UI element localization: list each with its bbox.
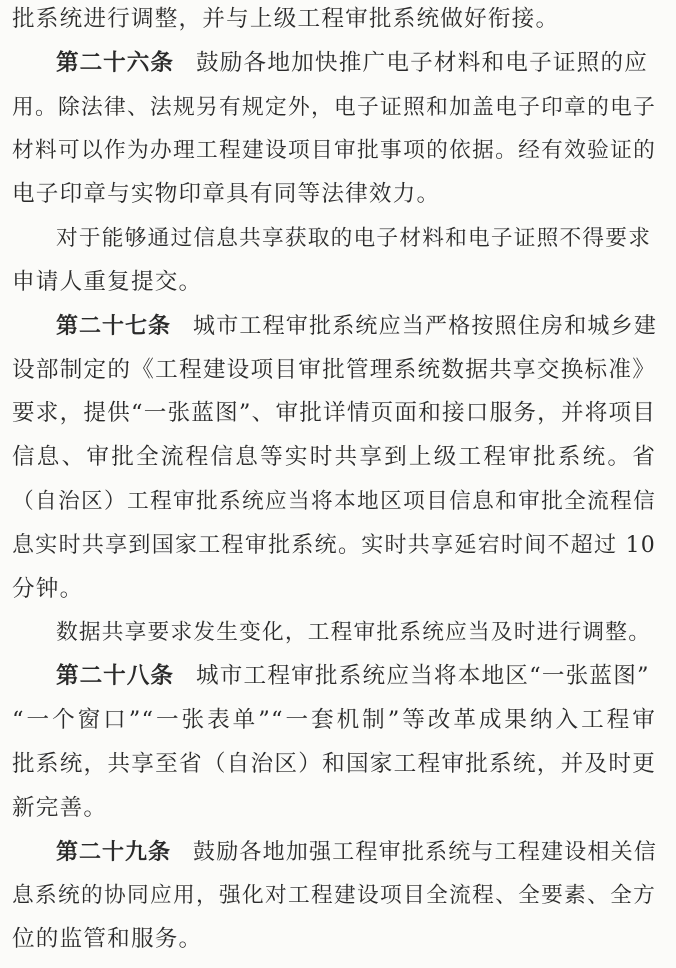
article-number: 第二十六条: [56, 49, 174, 76]
article-number: 第二十八条: [56, 663, 174, 690]
text-line: 批系统，共享至省（自治区）和国家工程审批系统，并及时更: [12, 750, 656, 777]
article-29-heading-line: 第二十九条 鼓励各地加强工程审批系统与工程建设相关信: [56, 839, 658, 865]
article-number: 第二十九条: [56, 839, 172, 865]
text-line: 位的监管和服务。: [12, 926, 203, 953]
text-line: 息实时共享到国家工程审批系统。实时共享延宕时间不超过 10: [12, 532, 656, 558]
text-line: （自治区）工程审批系统应当将本地区项目信息和审批全流程信: [12, 489, 656, 514]
article-26-heading-line: 第二十六条 鼓励各地加快推广电子材料和电子证照的应: [56, 49, 649, 76]
article-27-heading-line: 第二十七条 城市工程审批系统应当严格按照住房和城乡建: [56, 313, 658, 339]
text-line: 新完善。: [12, 794, 108, 821]
text-line: 批系统进行调整，并与上级工程审批系统做好衔接。: [12, 6, 560, 32]
text-line: 要求，提供“一张蓝图”、审批详情页面和接口服务，并将项目: [12, 400, 657, 427]
text-line: 信息、审批全流程信息等实时共享到上级工程审批系统。省: [12, 444, 656, 471]
text-line: 设部制定的《工程建设项目审批管理系统数据共享交换标准》: [12, 356, 656, 383]
text-line: 申请人重复提交。: [12, 268, 203, 295]
text-line: 息系统的协同应用，强化对工程建设项目全流程、全要素、全方: [12, 883, 656, 909]
text-line: “一个窗口”“一张表单”“一套机制”等改革成果纳入工程审: [12, 707, 656, 734]
paragraph-line: 数据共享要求发生变化，工程审批系统应当及时进行调整。: [56, 620, 652, 646]
text-line: 分钟。: [12, 575, 84, 602]
article-28-heading-line: 第二十八条 城市工程审批系统应当将本地区“一张蓝图”: [56, 663, 650, 690]
text-line: 用。除法律、法规另有规定外，电子证照和加盖电子印章的电子: [12, 94, 656, 120]
paragraph-line: 对于能够通过信息共享获取的电子材料和电子证照不得要求: [56, 226, 652, 252]
text-line: 电子印章与实物印章具有同等法律效力。: [12, 181, 441, 208]
text-line: 材料可以作为办理工程建设项目审批事项的依据。经有效验证的: [12, 138, 656, 164]
article-number: 第二十七条: [56, 313, 172, 339]
